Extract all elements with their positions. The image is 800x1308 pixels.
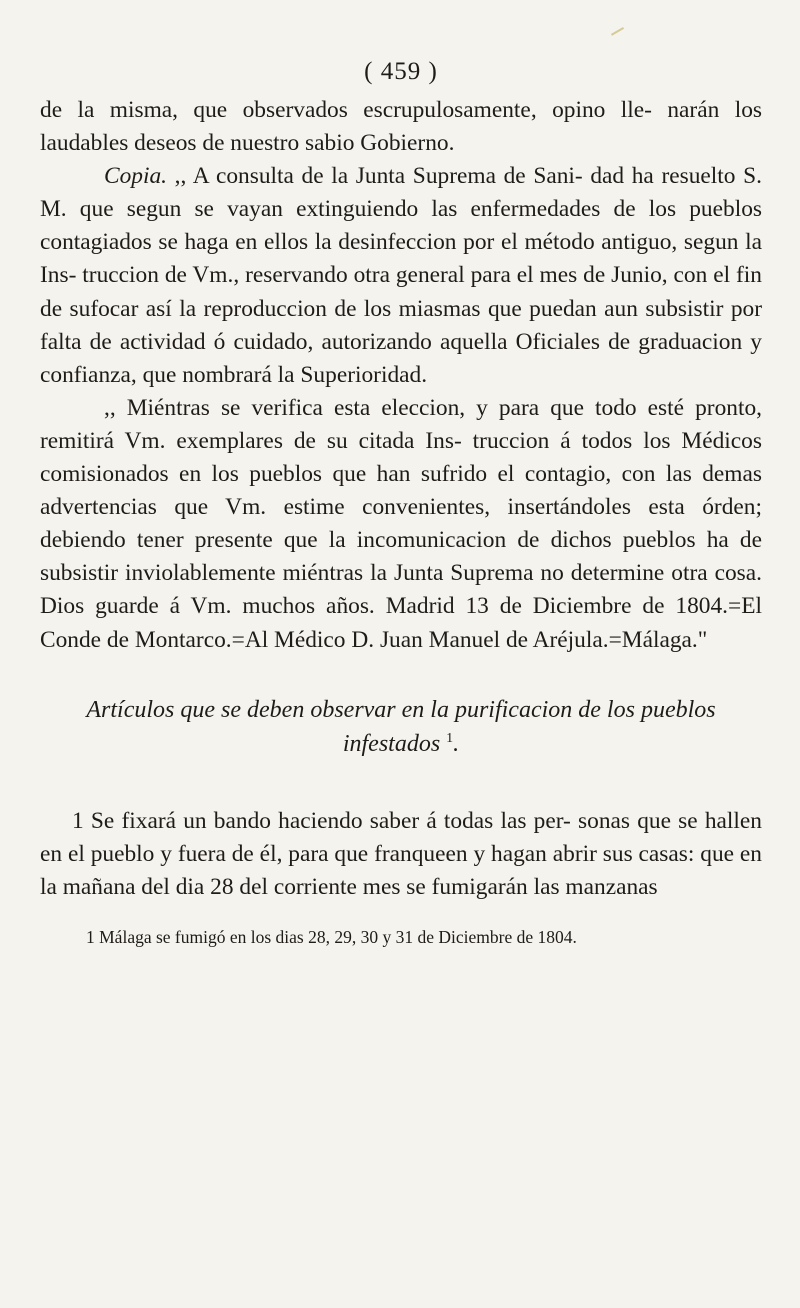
footnote-text: 1 Málaga se fumigó en los dias 28, 29, 30 y 31 de Diciembre de 1804. xyxy=(86,926,577,947)
section-heading: Artículos que se deben observar en la purificacion de los pueblos infestados $^1$. xyxy=(86,696,716,757)
articles-list xyxy=(40,805,762,904)
section-heading-text: Artículos que se deben observar en la purificacion de los pueblos infestados xyxy=(86,696,716,757)
copia-text: ,, A consulta de la Junta Suprema de Sani- dad ha resuelto S. M. que segun se vayan extinguiendo las enfermedades de los pueblos contagiados se haga en ellos la desinfeccion por el método antiguo, segun la Ins- truccion de Vm., reservando otra general para el mes de Junio, con el fin de sufocar así la reproduccion de los miasmas que puedan aun subsistir por falta de actividad ó cuidado, autorizando aquella Oficiales de graduacion y confianza, que nombrará la Superioridad. xyxy=(40,163,762,388)
page-number: ( 459 ) xyxy=(364,58,438,85)
paragraph-mientras: ,, Miéntras se verifica esta eleccion, y para que todo esté pronto, remitirá Vm. exemplares de su citada Ins- truccion á todos los Médicos comisionados en los pueblos que han sufrido el contagio, con las demas advertencias que Vm. estime convenientes, insertándoles esta órden; debiendo tener presente que la incomunicacion de dichos pueblos ha de subsistir inviolablemente miéntras la Junta Suprema no determine otra cosa. Dios guarde á Vm. muchos años. Madrid 13 de Diciembre de 1804.=El Conde de Montarco.=Al Médico D. Juan Manuel de Aréjula.=Málaga." xyxy=(40,394,762,653)
footnote-reference: 1 xyxy=(446,730,454,746)
paragraph-intro: de la misma, que observados escrupulosamente, opino lle- narán los laudables deseos de nuestro sabio Gobierno. xyxy=(40,97,762,157)
article-1: 1 Se fixará un bando haciendo saber á todas las per- sonas que se hallen en el pueblo y fuera de él, para que franqueen y hagan abrir sus casas: que en la mañana del dia 28 del corriente mes se fumigarán las manzanas xyxy=(40,807,762,900)
copia-label: Copia. xyxy=(104,163,168,190)
body-text xyxy=(40,94,762,657)
paragraph-copia xyxy=(40,160,762,392)
footnote xyxy=(40,924,762,950)
